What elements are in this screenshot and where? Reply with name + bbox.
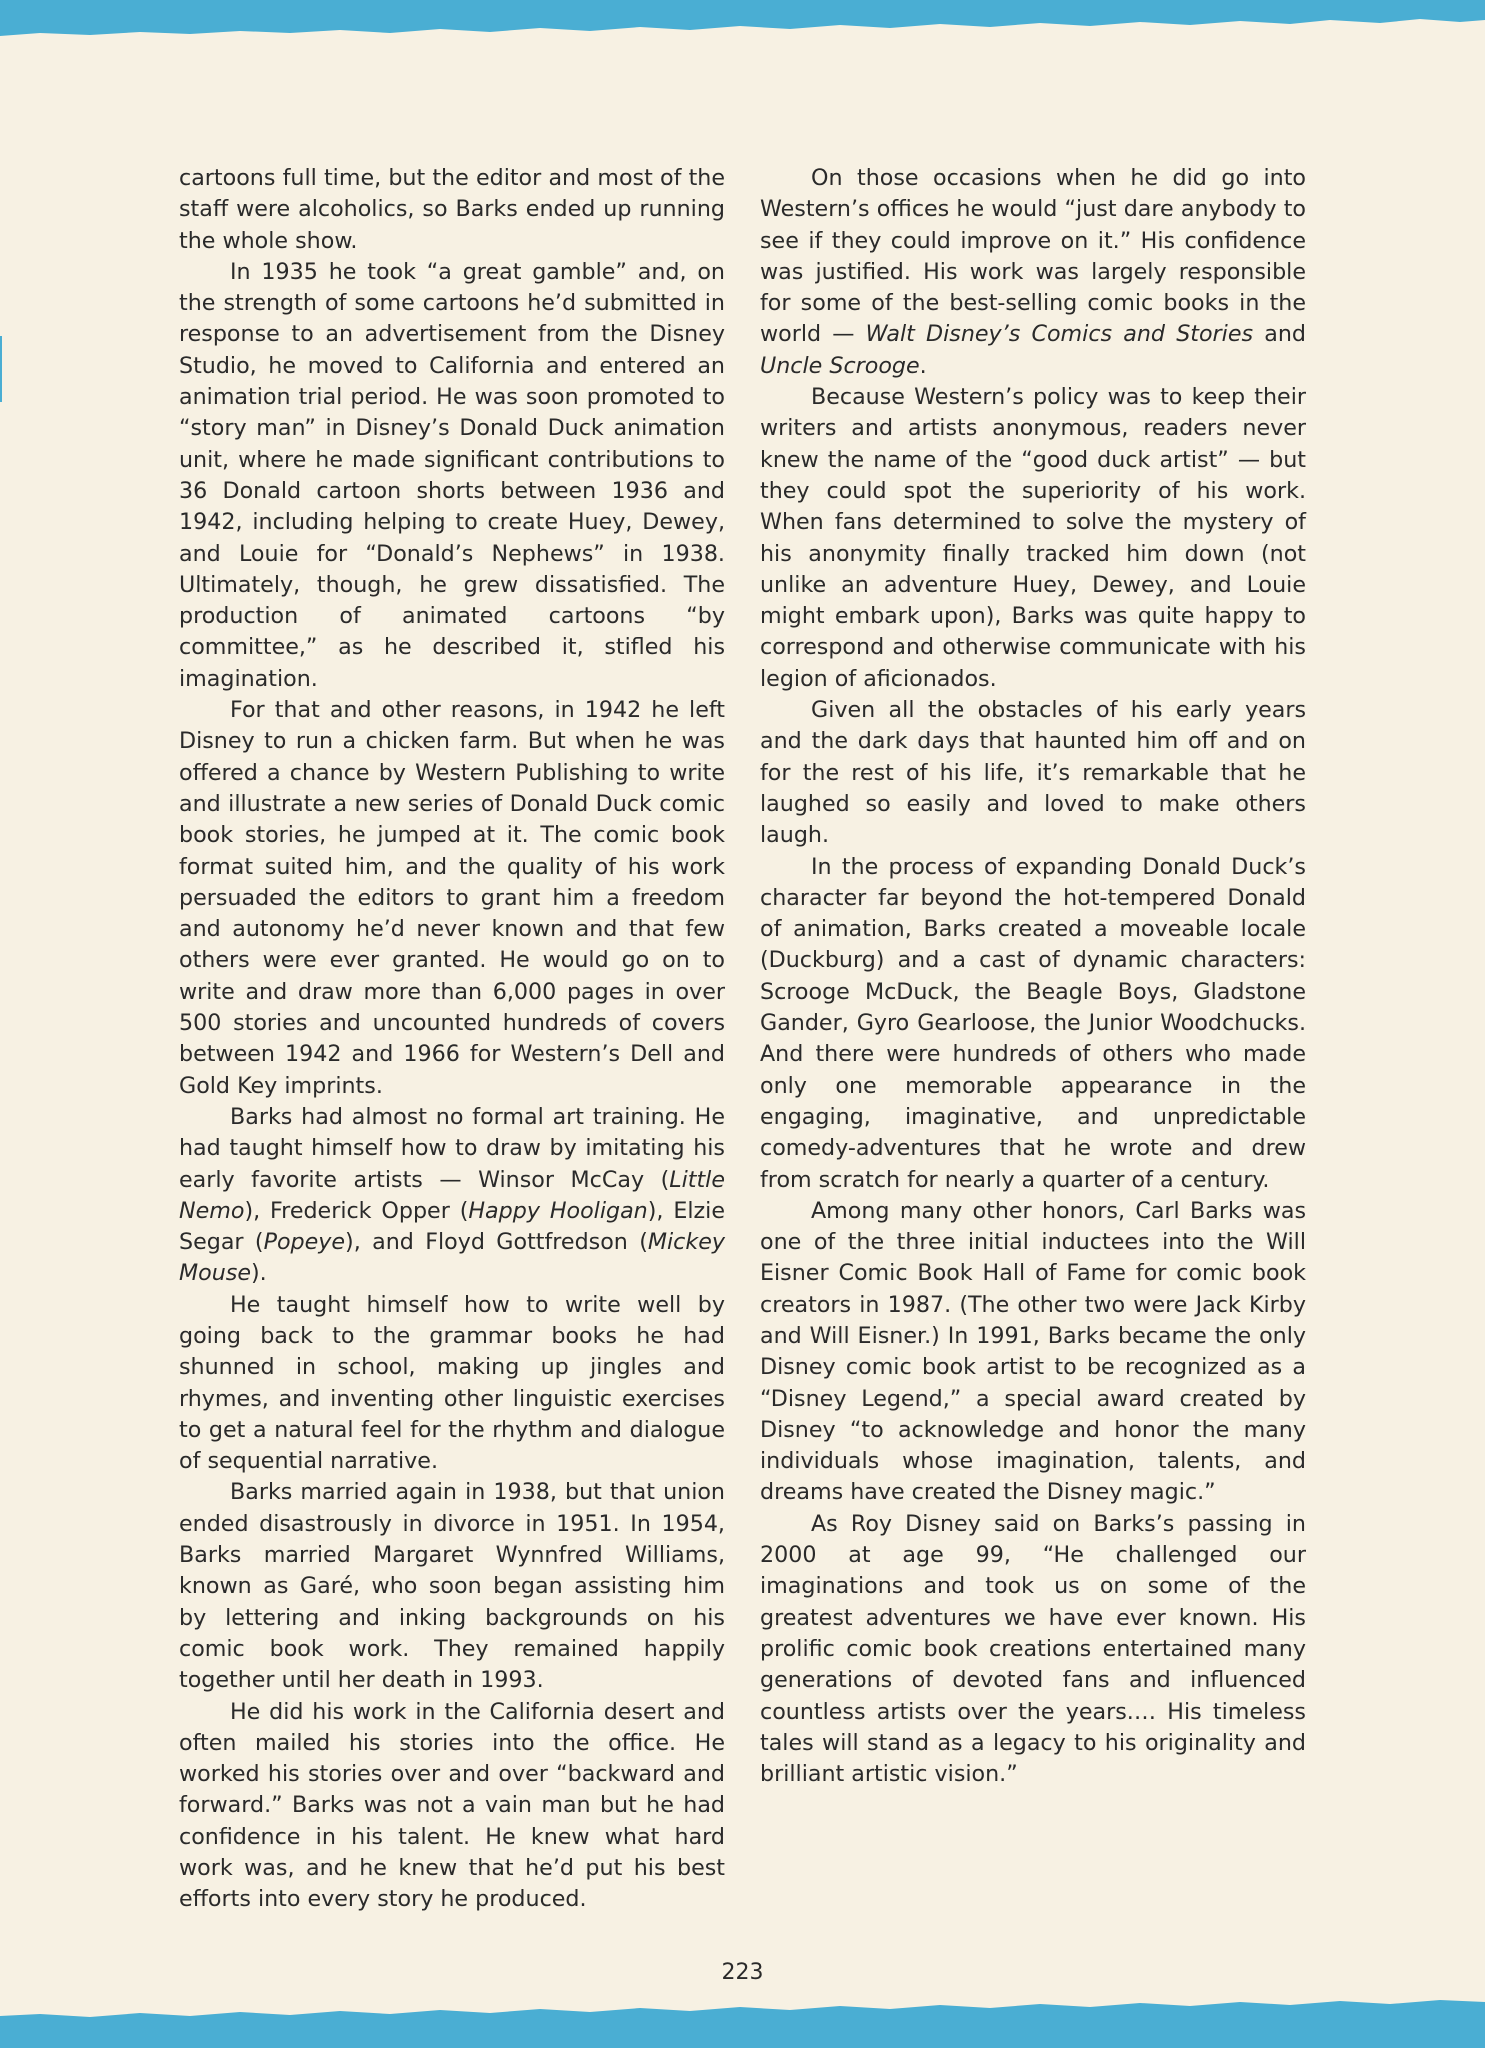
paragraph: For that and other reasons, in 1942 he left Disney to run a chicken farm. But when he was offered a chance by Western Publishing to write and illustrate a new series of Donald Duck comic book stories, he jumped at it. The comic book format suited him, and the quality of his work persuaded the editors to grant him a freedom and autonomy he’d never known and that few others were ever granted. He would go on to write and draw more than 6,000 pages in over 500 stories and uncounted hundreds of covers between 1942 and 1966 for Western’s Dell and Gold Key imprints. [179, 697, 725, 1099]
top-brush-band [0, 0, 1485, 40]
italic-title: Uncle Scrooge [760, 352, 920, 379]
paragraph: In 1935 he took “a great gamble” and, on the strength of some cartoons he’d submitted in response to an advertisement from the Disney Studio, he moved to California and entered an animation trial period. He was soon promoted to “story man” in Disney’s Donald Duck animation unit, where he made significant contributions to 36 Donald cartoon shorts between 1936 and 1942, including helping to create Huey, Dewey, and Louie for “Donald’s Nephews” in 1938. Ultimately, though, he grew dissatisfied. The production of animated cartoons “by committee,” as he described it, stifled his imagination. [179, 258, 725, 692]
text-run: and [1253, 321, 1306, 348]
text-run: . [919, 352, 927, 379]
text-run: ), Elzie Segar ( [179, 1197, 725, 1256]
paragraph: cartoons full time, but the editor and most of the staff were alcoholics, so Barks ended up running the whole show. [179, 165, 725, 254]
italic-title: Little Nemo [179, 1166, 725, 1224]
paragraph [179, 1102, 725, 1290]
italic-title: Walt Disney’s Comics and Stories [865, 321, 1254, 348]
bottom-brush-band [0, 1996, 1485, 2048]
text-run: ). [251, 1260, 267, 1287]
margin-mark [0, 336, 2, 402]
italic-title: Mickey Mouse [179, 1229, 726, 1287]
text-run: Barks had almost no formal art training. He had taught himself how to draw by imitating his early favorite artists — Winsor McCay ( [179, 1103, 725, 1193]
paragraph: In the process of expanding Donald Duck’s character far beyond the hot-tempered Donald of animation, Barks created a moveable locale (Duckburg) and a cast of dynamic characters: Scrooge McDuck, the Beagle Boys, Gladstone Gander, Gyro Gearloose, the Junior Woodchucks. And there were hundreds of others who made only one memorable appearance in the engaging, imaginative, and unpredictable comedy-adventures that he wrote and drew from scratch for nearly a quarter of a century. [760, 853, 1306, 1193]
paragraph: Because Western’s policy was to keep their writers and artists anonymous, readers never knew the name of the “good duck artist” — but they could spot the superiority of his work. When fans determined to solve the mystery of his anonymity finally tracked him down (not unlike an adventure Huey, Dewey, and Louie might embark upon), Barks was quite happy to correspond and otherwise communicate with his legion of aficionados. [760, 384, 1306, 692]
right-column [760, 163, 1306, 1790]
italic-title: Happy Hooligan [468, 1197, 648, 1224]
paragraph: Given all the obstacles of his early years and the dark days that haunted him off and on for the rest of his life, it’s remarkable that he laughed so easily and loved to make others laugh. [760, 697, 1306, 849]
text-run: ), and Floyd Gottfredson ( [345, 1229, 648, 1256]
left-column [179, 163, 725, 1916]
paragraph: He taught himself how to write well by going back to the grammar books he had shunned in school, making up jingles and rhymes, and inventing other linguistic exercises to get a natural feel for the rhythm and dialogue of sequential narrative. [179, 1291, 725, 1475]
paragraph [760, 163, 1306, 382]
text-run: On those occasions when he did go into Western’s offices he would “just dare anybody to see if they could improve on it.” His confidence was justified. His work was largely responsible for some of the best-selling comic books in the world — [760, 165, 1306, 348]
paragraph: Barks married again in 1938, but that union ended disastrously in divorce in 1951. In 1954, Barks married Margaret Wynnfred Williams, known as Garé, who soon began assisting him by lettering and inking backgrounds on his comic book work. They remained happily together until her death in 1993. [179, 1479, 725, 1694]
italic-title: Popeye [263, 1229, 346, 1256]
paragraph: Among many other honors, Carl Barks was one of the three initial inductees into the Will Eisner Comic Book Hall of Fame for comic book creators in 1987. (The other two were Jack Kirby and Will Eisner.) In 1991, Barks became the only Disney comic book artist to be recognized as a “Disney Legend,” a special award created by Disney “to acknowledge and honor the many individuals whose imagination, talents, and dreams have created the Disney magic.” [760, 1197, 1306, 1506]
text-run: ), Frederick Opper ( [244, 1197, 469, 1224]
paragraph: As Roy Disney said on Barks’s passing in 2000 at age 99, “He challenged our imaginations and took us on some of the greatest adventures we have ever known. His prolific comic book creations entertained many generations of devoted fans and influenced countless artists over the years.… His timeless tales will stand as a legacy to his originality and brilliant artistic vision.” [760, 1510, 1306, 1788]
paragraph: He did his work in the California desert and often mailed his stories into the office. He worked his stories over and over “backward and forward.” Barks was not a vain man but he had confidence in his talent. He knew what hard work was, and he knew that he’d put his best efforts into every story he produced. [179, 1698, 725, 1913]
page-number: 223 [721, 1960, 764, 1985]
